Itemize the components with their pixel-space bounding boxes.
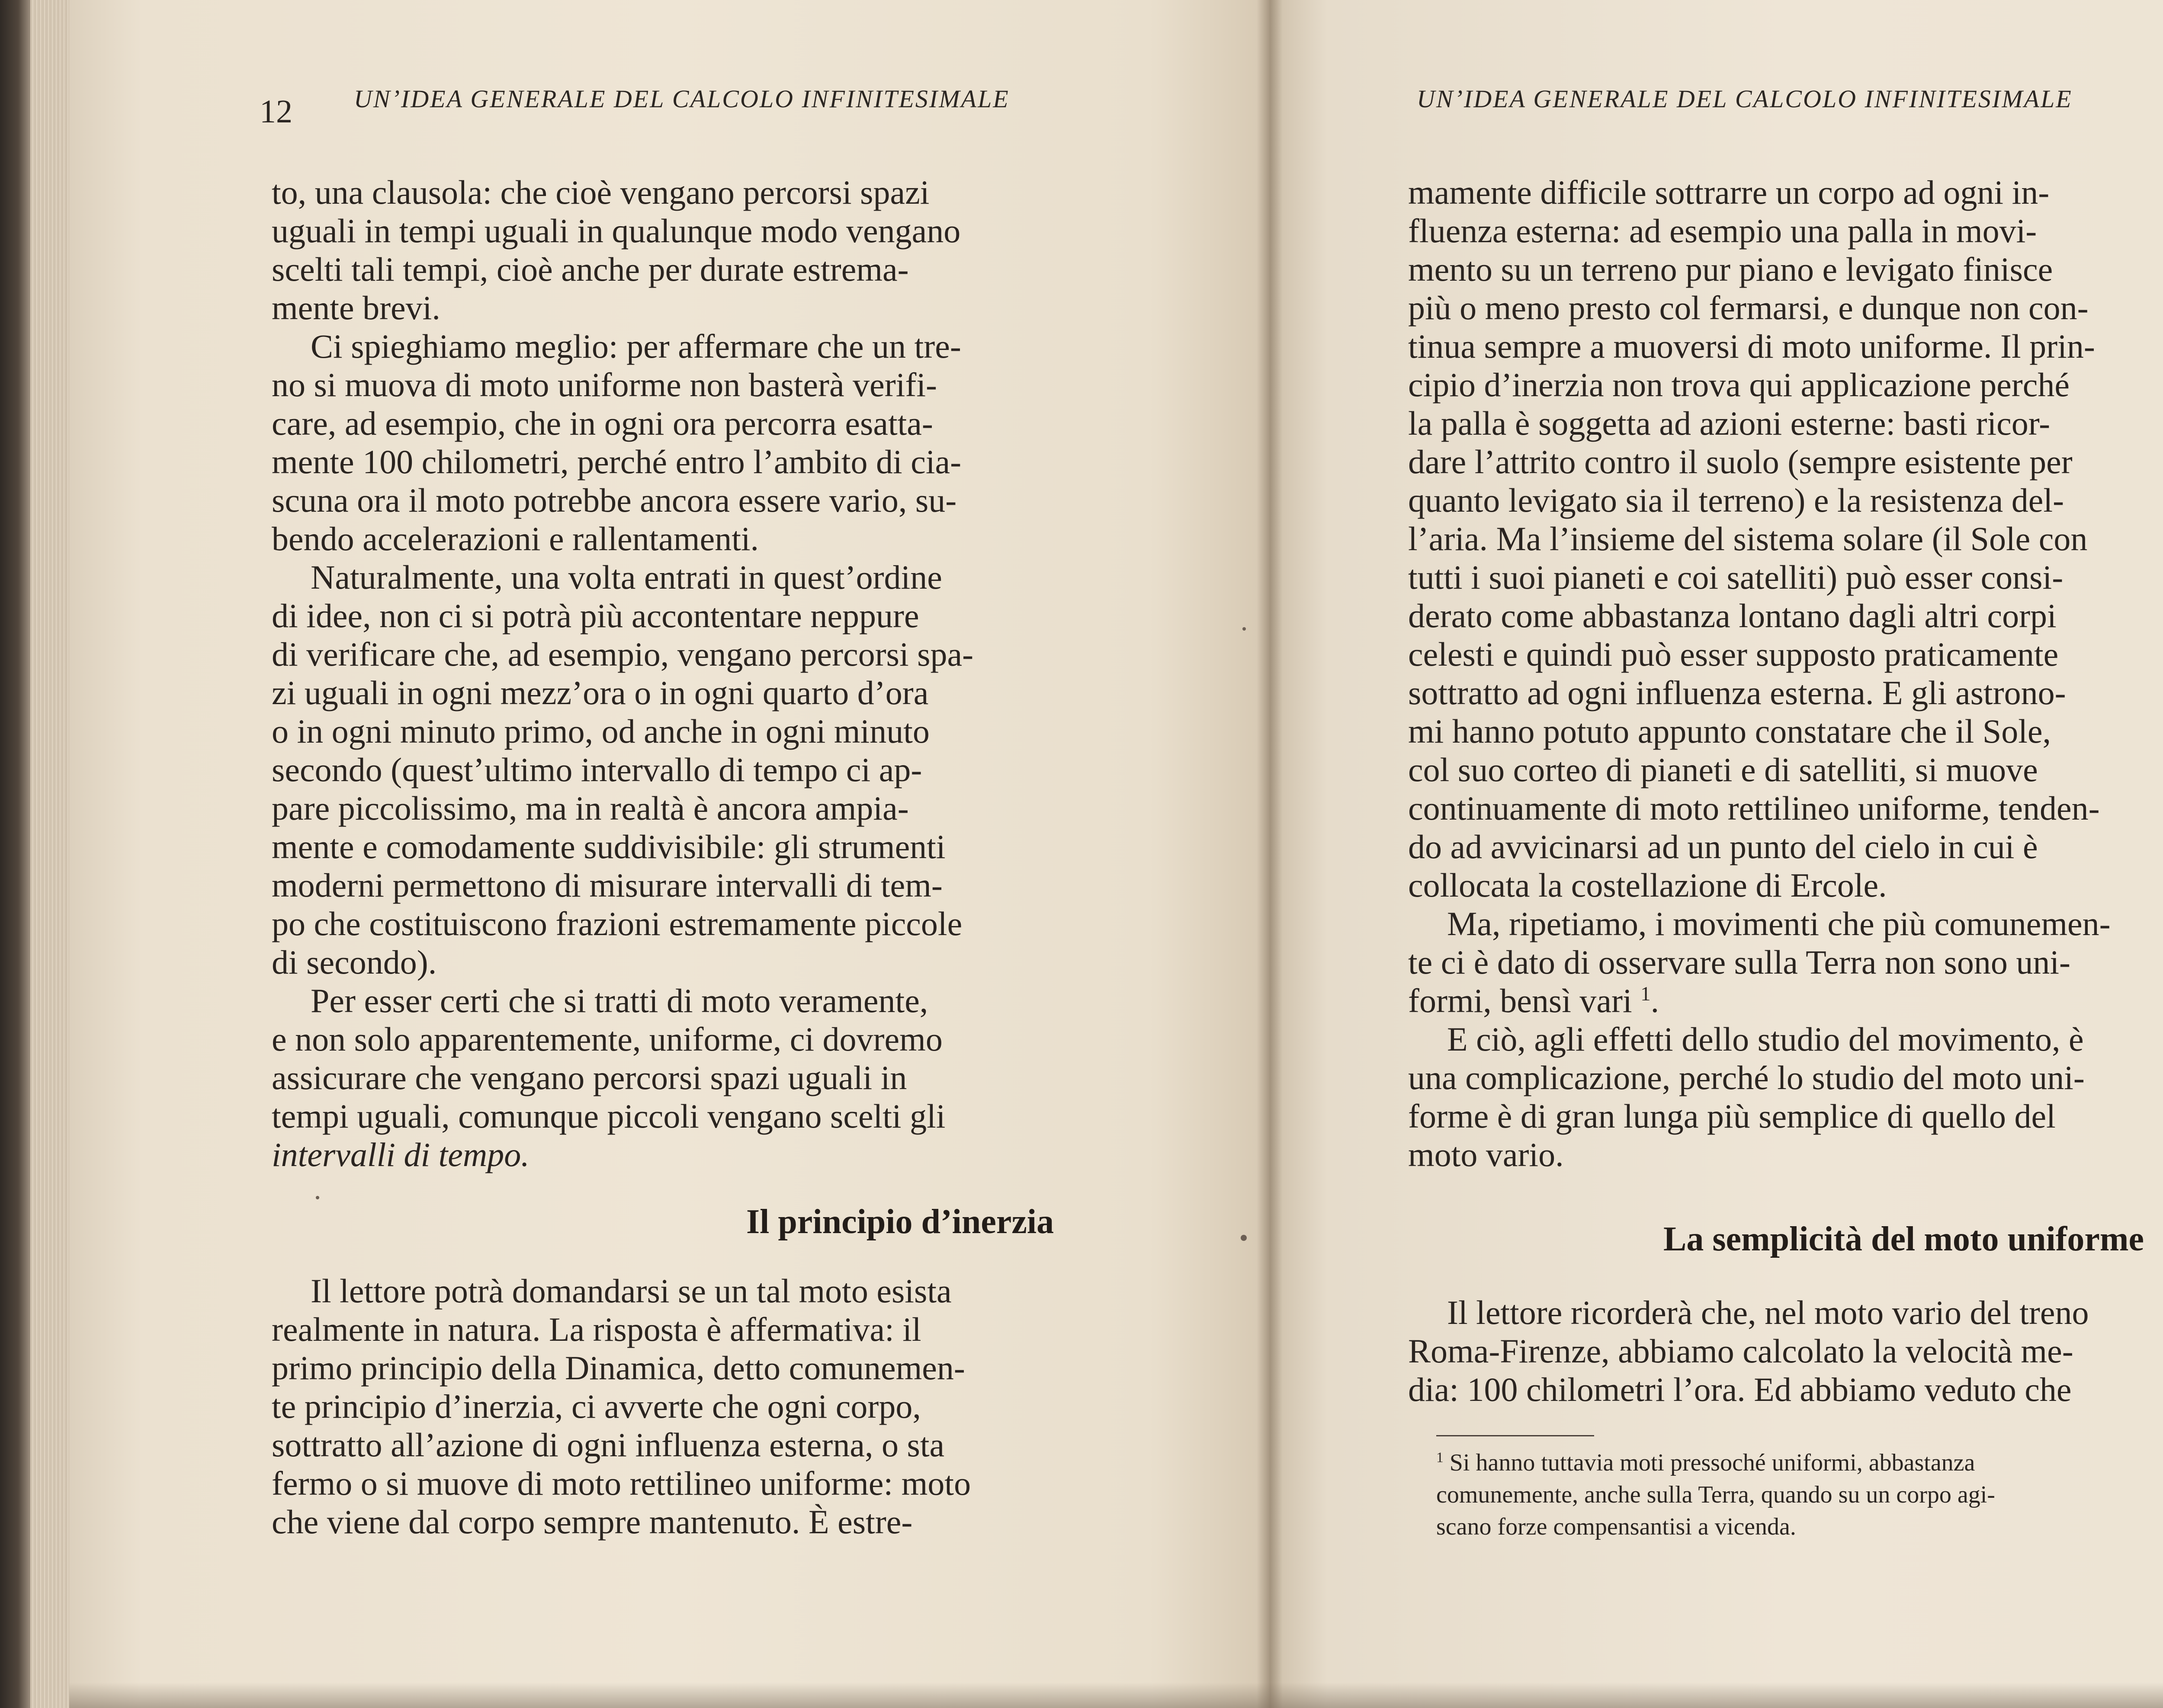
text-line: scuna ora il moto potrebbe ancora essere vario, su- (272, 481, 957, 519)
footnote-line (1436, 1447, 2163, 1479)
text-line: Roma-Firenze, abbiamo calcolato la velocità me- (1408, 1332, 2073, 1370)
text-line: di verificare che, ad esempio, vengano percorsi spa- (272, 635, 974, 673)
text-line: Ma, ripetiamo, i movimenti che più comunemen- (1447, 905, 2111, 942)
text-line: assicurare che vengano percorsi spazi uguali in (272, 1059, 907, 1096)
text-line: secondo (quest’ultimo intervallo di tempo ci ap- (272, 751, 922, 788)
text-line: scelti tali tempi, cioè anche per durate estrema- (272, 250, 909, 288)
running-head-left: UN’IDEA GENERALE DEL CALCOLO INFINITESIMALE (354, 85, 1010, 113)
text-line: do ad avvicinarsi ad un punto del cielo in cui è (1408, 828, 2038, 865)
section-heading-inertia: Il principio d’inerzia (746, 1203, 1054, 1241)
text-line: continuamente di moto rettilineo uniforme, tenden- (1408, 789, 2100, 827)
text-line: una complicazione, perché lo studio del moto uni- (1408, 1059, 2085, 1096)
text-line: Per esser certi che si tratti di moto veramente, (311, 982, 928, 1019)
text-line: la palla è soggetta ad azioni esterne: basti ricor- (1408, 404, 2051, 442)
text-line: realmente in natura. La risposta è affermativa: il (272, 1311, 921, 1348)
paper-speck (316, 1196, 319, 1199)
text-line: derato come abbastanza lontano dagli altri corpi (1408, 597, 2057, 634)
footnote-mark: 1 (1436, 1449, 1444, 1466)
text-line: mi hanno potuto appunto constatare che il Sole, (1408, 712, 2051, 750)
text-line: zi uguali in ogni mezz’ora o in ogni quarto d’ora (272, 674, 929, 711)
text-line: pare piccolissimo, ma in realtà è ancora ampia- (272, 789, 909, 827)
text-line: tempi uguali, comunque piccoli vengano scelti gli (272, 1097, 946, 1135)
text-line: fluenza esterna: ad esempio una palla in movi- (1408, 212, 2037, 250)
text-line: Il lettore ricorderà che, nel moto vario del treno (1447, 1294, 2089, 1331)
text-line: formi, bensì vari $^1$. (1408, 982, 1659, 1019)
text-line: mamente difficile sottrarre un corpo ad ogni in- (1408, 173, 2050, 211)
right-body-text-2 (1408, 1293, 2163, 1409)
text-line: celesti e quindi può esser supposto praticamente (1408, 635, 2059, 673)
text-line: di idee, non ci si potrà più accontentare neppure (272, 597, 919, 634)
text-line: che viene dal corpo sempre mantenuto. È estre- (272, 1503, 913, 1541)
footnote-rule (1436, 1435, 1594, 1436)
text-line: cipio d’inerzia non trova qui applicazione perché (1408, 366, 2070, 404)
text-line: dare l’attrito contro il suolo (sempre esistente per (1408, 443, 2073, 481)
text-line: to, una clausola: che cioè vengano percorsi spazi (272, 173, 930, 211)
text-line: Ci spieghiamo meglio: per affermare che un tre- (311, 327, 961, 365)
text-line: E ciò, agli effetti dello studio del movimento, è (1447, 1020, 2084, 1058)
text-line: fermo o si muove di moto rettilineo uniforme: moto (272, 1464, 971, 1502)
footnote-line: scano forze compensantisi a vicenda. (1436, 1513, 1796, 1540)
binding-edge (0, 0, 30, 1708)
text-line: Il lettore potrà domandarsi se un tal moto esista (311, 1272, 952, 1310)
text-line: no si muova di moto uniforme non basterà verifi- (272, 366, 937, 404)
page-number-left: 12 (260, 93, 292, 130)
footnote-line: comunemente, anche sulla Terra, quando su un corpo agi- (1436, 1481, 1995, 1508)
footnote-reference[interactable]: 1 (1640, 983, 1651, 1005)
text-line: te ci è dato di osservare sulla Terra non sono uni- (1408, 943, 2070, 981)
text-line: moderni permettono di misurare intervalli di tem- (272, 866, 943, 904)
text-line: l’aria. Ma l’insieme del sistema solare (il Sole con (1408, 520, 2088, 558)
text-line: sottratto all’azione di ogni influenza esterna, o sta (272, 1426, 945, 1464)
left-body-text-2 (272, 1272, 1115, 1541)
text-line: care, ad esempio, che in ogni ora percorra esatta- (272, 404, 933, 442)
text-line: primo principio della Dinamica, detto comunemen- (272, 1349, 965, 1387)
text-line: Naturalmente, una volta entrati in quest’ordine (311, 558, 942, 596)
text-line: forme è di gran lunga più semplice di quello del (1408, 1097, 2056, 1135)
text-line: sottratto ad ogni influenza esterna. E gli astrono- (1408, 674, 2066, 711)
text-line: mente brevi. (272, 289, 440, 327)
text-line: tinua sempre a muoversi di moto uniforme. Il prin- (1408, 327, 2095, 365)
paper-speck (1242, 627, 1246, 631)
text-line: quanto levigato sia il terreno) e la resistenza del- (1408, 481, 2064, 519)
section-heading-uniform-motion: La semplicità del moto uniforme (1663, 1220, 2144, 1258)
text-line: e non solo apparentemente, uniforme, ci dovremo (272, 1020, 943, 1058)
footnote (1436, 1447, 2163, 1543)
text-line: di secondo). (272, 943, 437, 981)
text-line: mento su un terreno pur piano e levigato finisce (1408, 250, 2053, 288)
text-line: dia: 100 chilometri l’ora. Ed abbiamo veduto che (1408, 1371, 2072, 1408)
footnote-text: Si hanno tuttavia moti pressoché uniformi, abbastanza (1449, 1449, 1975, 1476)
book-gutter (1257, 0, 1283, 1708)
text-line-fragment: formi, bensì vari (1408, 982, 1632, 1019)
text-line: intervalli di tempo. (272, 1136, 530, 1173)
left-body-text (272, 173, 1115, 1174)
text-line: più o meno presto col fermarsi, e dunque non con- (1408, 289, 2089, 327)
text-line: bendo accelerazioni e rallentamenti. (272, 520, 759, 558)
text-line: col suo corteo di pianeti e di satelliti, si muove (1408, 751, 2038, 788)
text-line: te principio d’inerzia, ci avverte che ogni corpo, (272, 1388, 921, 1425)
text-line: collocata la costellazione di Ercole. (1408, 866, 1887, 904)
text-line: mente 100 chilometri, perché entro l’ambito di cia- (272, 443, 962, 481)
paper-speck (1241, 1235, 1247, 1241)
text-line: moto vario. (1408, 1136, 1564, 1173)
right-body-text (1408, 173, 2163, 1174)
bottom-shadow (69, 1682, 2163, 1708)
text-line: mente e comodamente suddivisibile: gli strumenti (272, 828, 946, 865)
running-head-right: UN’IDEA GENERALE DEL CALCOLO INFINITESIMALE (1417, 85, 2073, 113)
text-line: po che costituiscono frazioni estremamente piccole (272, 905, 963, 942)
text-line: tutti i suoi pianeti e coi satelliti) può esser consi- (1408, 558, 2064, 596)
text-line: uguali in tempi uguali in qualunque modo vengano (272, 212, 961, 250)
text-line: o in ogni minuto primo, od anche in ogni minuto (272, 712, 930, 750)
